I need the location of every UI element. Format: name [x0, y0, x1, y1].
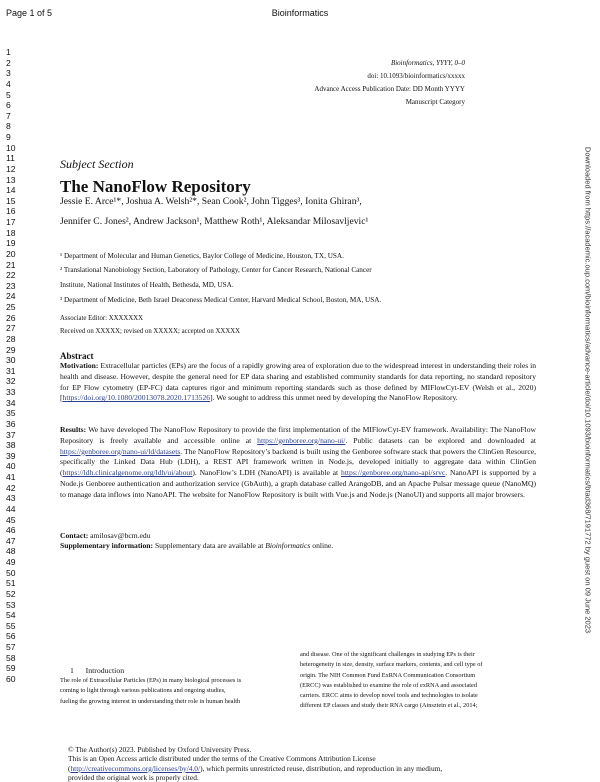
line-number: 36	[6, 418, 16, 429]
line-number: 29	[6, 344, 16, 355]
line-number: 44	[6, 503, 16, 514]
line-number: 33	[6, 387, 16, 397]
download-watermark: Downloaded from https://academic.oup.com/bioinformatics/advance-article/doi/10.1093/bioinformatics/btad368/7191772 by guest on 09 June 2023	[583, 146, 593, 634]
contact-line	[60, 531, 151, 540]
affiliation-1: ¹ Department of Molecular and Human Genetics, Baylor College of Medicine, Houston, TX, USA.	[60, 252, 344, 260]
cc-license-link[interactable]: http://creativecommons.org/licenses/by/4.0/	[70, 763, 201, 773]
line-number-gutter	[6, 47, 20, 685]
line-number: 47	[6, 535, 16, 546]
line-number: 20	[6, 248, 16, 259]
supplementary-journal: Bioinformatics	[265, 541, 311, 550]
line-number: 28	[6, 333, 16, 344]
license-final-line: provided the original work is properly cited.	[68, 772, 199, 782]
line-number: 57	[6, 642, 16, 652]
subject-section: Subject Section	[60, 157, 134, 171]
license-footer	[68, 745, 548, 782]
supplementary-line	[60, 541, 333, 550]
line-number: 3	[6, 68, 11, 79]
motivation-text: Extracellular particles (EPs) are the focus of a rapidly growing area of exploration due to the widespread interest in understanding their roles in health and disease. However, despite the general need for EP data sharing and established community standards for data reporting, no standard repository for EP Flow cytometry (EP-FC) data captures rigor and minimum reporting standards such as those defined by MIFlowCyt-EV (Welsh et al., 2020)[	[60, 361, 536, 403]
affiliation-3: ³ Department of Medicine, Beth Israel Deaconess Medical Center, Harvard Medical School, Boston, MA, USA.	[60, 296, 382, 304]
line-number: 24	[6, 291, 16, 302]
line-number: 21	[6, 259, 16, 270]
line-number: 58	[6, 652, 16, 663]
doi-line: doi: 10.1093/bioinformatics/xxxxx	[367, 72, 465, 80]
intro-right-column	[300, 650, 482, 712]
line-number: 50	[6, 567, 16, 578]
intro-right-line: and disease. One of the significant challenges in studying EPs is their	[300, 651, 475, 658]
line-number: 37	[6, 429, 16, 440]
ldh-about-link[interactable]: https://ldh.clinicalgenome.org/ldh/ui/about	[62, 468, 193, 478]
intro-left-line: The role of Extracellular Particles (EPs) in many biological processes is	[60, 677, 242, 684]
affiliation-2-line-1: ² Translational Nanobiology Section, Laboratory of Pathology, Center for Cancer Research, National Cancer	[60, 266, 372, 274]
line-number: 46	[6, 525, 16, 536]
line-number: 2	[6, 57, 11, 68]
line-number: 55	[6, 620, 16, 631]
authors-line-1: Jessie E. Arce¹*, Joshua A. Welsh²*, Sean Cook², John Tigges³, Ionita Ghiran³,	[60, 196, 362, 207]
line-number: 59	[6, 663, 16, 674]
contact-email: amilosav@bcm.edu	[90, 531, 151, 540]
page-title: The NanoFlow Repository	[60, 177, 251, 196]
line-number: 26	[6, 312, 16, 323]
journal-header: Bioinformatics	[271, 8, 329, 18]
line-number: 10	[6, 142, 16, 153]
received-dates: Received on XXXXX; revised on XXXXX; accepted on XXXXX	[60, 328, 241, 335]
page-counter: Page 1 of 5	[6, 8, 53, 18]
line-number: 27	[6, 323, 16, 334]
line-number: 35	[6, 408, 16, 419]
copyright-line: © The Author(s) 2023. Published by Oxford University Press.	[68, 745, 252, 754]
datasets-link[interactable]: https://genboree.org/nano-ui/ld/datasets	[60, 446, 181, 456]
line-number: 38	[6, 440, 16, 451]
intro-right-line: heterogeneity in size, density, surface markers, contents, and cell type of	[300, 661, 483, 669]
intro-left-line: fueling the growing interest in understanding their role in human health	[60, 697, 241, 705]
associate-editor: Associate Editor: XXXXXXX	[60, 315, 144, 322]
line-number: 31	[6, 365, 16, 376]
line-number: 25	[6, 302, 16, 312]
line-number: 8	[6, 121, 11, 132]
line-number: 22	[6, 270, 16, 281]
line-number: 39	[6, 450, 16, 461]
line-number: 6	[6, 100, 11, 111]
line-number: 11	[6, 153, 15, 164]
line-number: 42	[6, 482, 16, 493]
line-number: 16	[6, 206, 16, 217]
line-number: 52	[6, 588, 16, 599]
line-number: 43	[6, 493, 16, 504]
line-number: 53	[6, 599, 16, 610]
line-number: 14	[6, 185, 16, 196]
line-number: 48	[6, 546, 16, 557]
nano-ui-link[interactable]: https://genboree.org/nano-ui/	[257, 435, 346, 445]
line-number: 32	[6, 376, 16, 387]
motivation-text-end: ]. We sought to address this unmet need by developing the NanoFlow Repository.	[210, 393, 458, 403]
line-number: 7	[6, 110, 11, 121]
line-number: 13	[6, 174, 16, 185]
line-number: 51	[6, 578, 16, 589]
license-line: This is an Open Access article distributed under the terms of the Creative Commons Attribution License	[68, 754, 376, 764]
line-number: 9	[6, 132, 11, 142]
results-text-2: . Public datasets can be explored and downloaded at	[345, 435, 536, 445]
motivation-doi-link[interactable]: https://doi.org/10.1080/20013078.2020.1713526	[62, 393, 211, 403]
results-label: Results:	[60, 425, 87, 434]
line-number: 41	[6, 472, 16, 482]
intro-right-line: origin. The NIH Common Fund ExRNA Communication Consortium	[300, 671, 476, 679]
line-number: 15	[6, 195, 16, 206]
line-number: 56	[6, 631, 16, 642]
line-number: 49	[6, 557, 16, 567]
license-link-line	[68, 764, 548, 773]
nano-api-link[interactable]: https://genboree.org/nano-api/srvc	[341, 468, 446, 478]
results-text-5: . NanoAPI is supported by a Node.js Genboree authentication and authorization service (GbAuth), a graph database called ArangoDB, and an Apache Pulsar message queue (NanoMQ) to manage data inflows into NanoAPI. The website for NanoFlow Repository is built with Vue.js and Node.js (NanoUI) and supports all major browsers.	[60, 468, 536, 499]
introduction-heading: 1 Introduction	[70, 666, 125, 675]
contact-label: Contact:	[60, 531, 89, 540]
line-number: 5	[6, 89, 11, 100]
abstract-results	[60, 425, 536, 501]
results-text-4: ). NanoFlow’s LDH (NanoAPI) is available at	[192, 468, 339, 478]
supplementary-text: Supplementary data are available at	[154, 541, 264, 550]
affiliation-2-line-2: Institute, National Institutes of Health, Bethesda, MD, USA.	[60, 281, 234, 289]
intro-left-column	[60, 676, 241, 707]
line-number: 45	[6, 514, 16, 525]
abstract-heading: Abstract	[60, 351, 94, 361]
line-number: 17	[6, 217, 16, 227]
line-number: 34	[6, 397, 16, 408]
line-number: 12	[6, 163, 16, 174]
intro-right-line: carriers. ERCC aims to develop novel tools and technologies to isolate	[300, 692, 478, 700]
advance-access-line: Advance Access Publication Date: DD Month YYYY	[314, 85, 465, 93]
abstract-motivation	[60, 361, 536, 404]
line-number: 19	[6, 238, 16, 249]
supplementary-label: Supplementary information:	[60, 541, 154, 550]
line-number: 60	[6, 673, 16, 684]
authors-line-2: Jennifer C. Jones², Andrew Jackson¹, Matthew Roth¹, Aleksandar Milosavljevic¹	[60, 216, 369, 227]
line-number: 54	[6, 610, 16, 621]
intro-right-line: different EP classes and study their RNA cargo (Ainsztein et al., 2014;	[300, 702, 478, 710]
line-number: 30	[6, 355, 16, 366]
license-text: ), which permits unrestricted reuse, distribution, and reproduction in any medium,	[200, 763, 443, 773]
results-text-3: . The NanoFlow Repository’s backend is built using the Genboree software stack that powers the ClinGen Resource, specifically the Linked Data Hub (LDH), a REST API framework written in Node.js, developed initially to aggregate data within ClinGen (	[60, 446, 536, 478]
supplementary-text-end: online.	[312, 541, 334, 550]
intro-right-line: (ERCC) was established to examine the role of exRNA and associated	[300, 681, 477, 689]
line-number: 1	[6, 47, 11, 57]
line-number: 40	[6, 461, 16, 472]
journal-citation: Bioinformatics, YYYY, 0–0	[390, 59, 465, 67]
results-text-1: We have developed The NanoFlow Repository to provide the first implementation of the MIFlowCyt-EV framework. Availability: The NanoFlow Repository is freely available and accessible online at	[60, 425, 536, 445]
license-paren-open: (	[68, 763, 71, 773]
line-number: 4	[6, 78, 11, 89]
line-number: 23	[6, 280, 16, 291]
motivation-label: Motivation:	[60, 361, 99, 370]
line-number: 18	[6, 227, 16, 238]
manuscript-category: Manuscript Category	[405, 98, 465, 106]
intro-left-line: coming to light through various publications and ongoing studies,	[60, 687, 226, 695]
